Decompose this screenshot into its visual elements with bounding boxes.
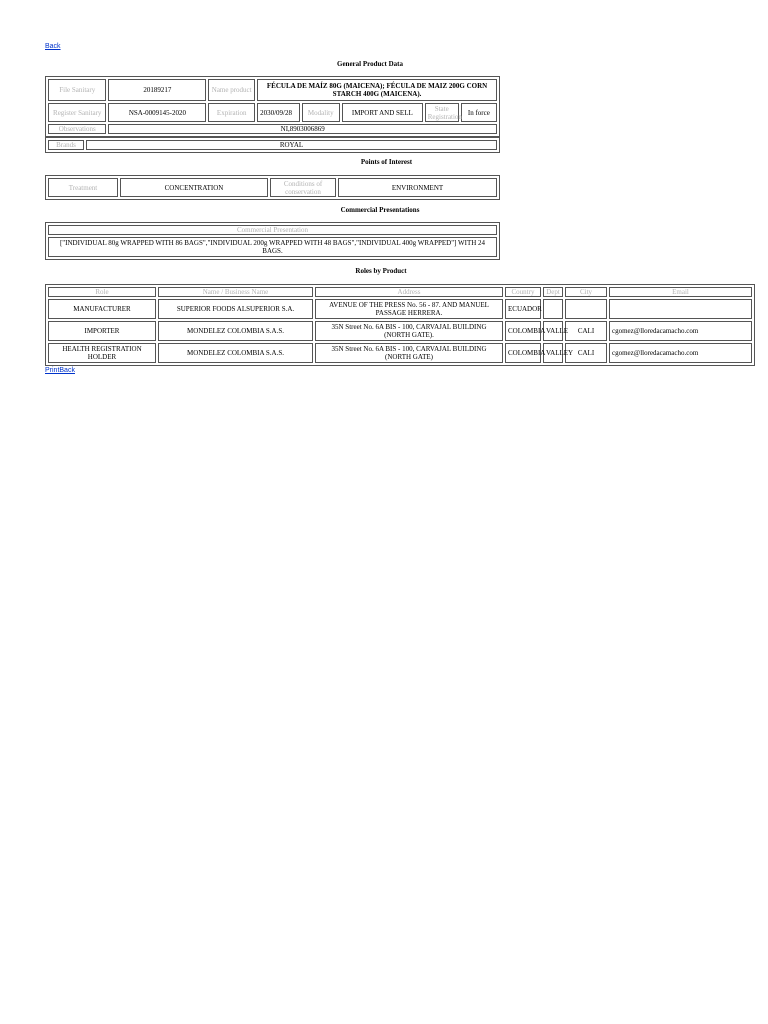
name-product-value: FÉCULA DE MAÍZ 80G (MAICENA); FÉCULA DE MAIZ 200G CORN STARCH 400G (MAICENA). bbox=[257, 79, 497, 101]
commercial-presentation-table bbox=[45, 222, 500, 260]
role-cell: HEALTH REGISTRATION HOLDER bbox=[48, 343, 156, 363]
roles-header-name: Name / Business Name bbox=[158, 287, 313, 297]
roles-by-product-title: Roles by Product bbox=[355, 267, 407, 275]
country-cell: COLOMBIA bbox=[505, 321, 541, 341]
name-product-label: Name product bbox=[208, 79, 255, 101]
email-cell: cgomez@lloredacamacho.com bbox=[609, 343, 752, 363]
city-cell: CALI bbox=[565, 343, 607, 363]
modality-label: Modality bbox=[302, 103, 340, 122]
treatment-value: CONCENTRATION bbox=[120, 178, 268, 197]
print-back-link[interactable]: PrintBack bbox=[45, 367, 75, 374]
general-product-table bbox=[45, 76, 500, 137]
business-name-cell: SUPERIOR FOODS ALSUPERIOR S.A. bbox=[158, 299, 313, 319]
points-of-interest-table bbox=[45, 175, 500, 200]
dept-cell: VALLE bbox=[543, 321, 563, 341]
role-cell: MANUFACTURER bbox=[48, 299, 156, 319]
address-cell: 35N Street No. 6A BIS - 100, CARVAJAL BUILDING (NORTH GATE) bbox=[315, 343, 503, 363]
back-link[interactable]: Back bbox=[45, 43, 61, 50]
expiration-value: 2030/09/28 bbox=[257, 103, 300, 122]
business-name-cell: MONDELEZ COLOMBIA S.A.S. bbox=[158, 343, 313, 363]
register-sanitary-label: Register Sanitary bbox=[48, 103, 106, 122]
brands-label: Brands bbox=[48, 140, 84, 150]
commercial-presentation-header: Commercial Presentation bbox=[48, 225, 497, 235]
role-cell: IMPORTER bbox=[48, 321, 156, 341]
state-registration-label: State Registration bbox=[425, 103, 459, 122]
address-cell: AVENUE OF THE PRESS No. 56 - 87. AND MANUEL PASSAGE HERRERA. bbox=[315, 299, 503, 319]
dept-cell: VALLEY bbox=[543, 343, 563, 363]
conditions-label: Conditions of conservation bbox=[270, 178, 336, 197]
email-cell: cgomez@lloredacamacho.com bbox=[609, 321, 752, 341]
state-registration-value: In force bbox=[461, 103, 497, 122]
file-sanitary-label: File Sanitary bbox=[48, 79, 106, 101]
dept-cell bbox=[543, 299, 563, 319]
file-sanitary-value: 20189217 bbox=[108, 79, 206, 101]
roles-header-country: Country bbox=[505, 287, 541, 297]
conditions-value: ENVIRONMENT bbox=[338, 178, 497, 197]
commercial-presentations-title: Commercial Presentations bbox=[340, 206, 420, 214]
table-row bbox=[48, 299, 752, 319]
general-product-data-title: General Product Data bbox=[337, 60, 403, 68]
expiration-label: Expiration bbox=[208, 103, 255, 122]
table-row bbox=[48, 321, 752, 341]
city-cell: CALI bbox=[565, 321, 607, 341]
roles-header-dept: Dept bbox=[543, 287, 563, 297]
city-cell bbox=[565, 299, 607, 319]
observations-label: Observations bbox=[48, 124, 106, 134]
roles-table bbox=[45, 284, 755, 366]
points-of-interest-title: Points of Interest bbox=[360, 158, 413, 166]
roles-header-city: City bbox=[565, 287, 607, 297]
observations-value: NI,8903006869 bbox=[108, 124, 497, 134]
roles-header-role: Role bbox=[48, 287, 156, 297]
business-name-cell: MONDELEZ COLOMBIA S.A.S. bbox=[158, 321, 313, 341]
modality-value: IMPORT AND SELL bbox=[342, 103, 423, 122]
country-cell: COLOMBIA bbox=[505, 343, 541, 363]
email-cell bbox=[609, 299, 752, 319]
commercial-presentation-value: ["INDIVIDUAL 80g WRAPPED WITH 86 BAGS","INDIVIDUAL 200g WRAPPED WITH 48 BAGS","INDIVIDUAL 400g WRAPPED"] WITH 24 BAGS. bbox=[48, 237, 497, 257]
brands-table bbox=[45, 137, 500, 153]
treatment-label: Treatment bbox=[48, 178, 118, 197]
brands-value: ROYAL bbox=[86, 140, 497, 150]
table-row bbox=[48, 343, 752, 363]
address-cell: 35N Street No. 6A BIS - 100, CARVAJAL BUILDING (NORTH GATE). bbox=[315, 321, 503, 341]
country-cell: ECUADOR bbox=[505, 299, 541, 319]
roles-header-email: Email bbox=[609, 287, 752, 297]
roles-header-address: Address bbox=[315, 287, 503, 297]
register-sanitary-value: NSA-0009145-2020 bbox=[108, 103, 206, 122]
